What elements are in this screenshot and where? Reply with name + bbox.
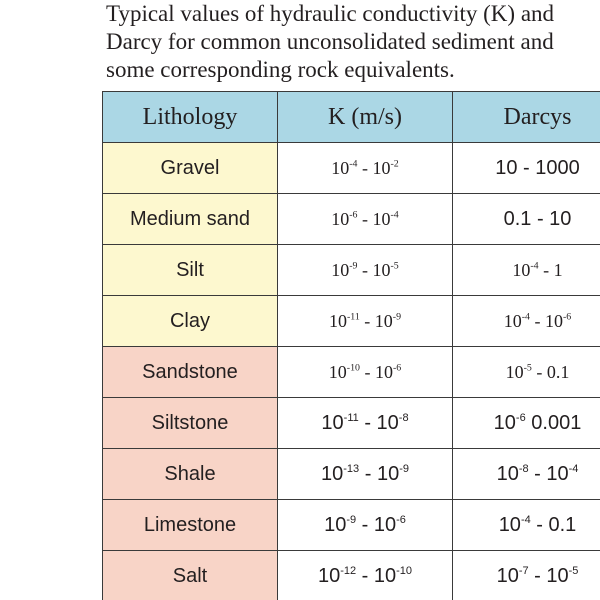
- table-row: [103, 551, 600, 600]
- darcys-cell: $10^{-5} - 0.1$: [453, 347, 600, 398]
- header-darcys: Darcys: [453, 92, 600, 143]
- table-row: [103, 449, 600, 500]
- darcys-cell: $10^{-4} - 0.1$: [453, 500, 600, 551]
- lithology-cell: Clay: [103, 296, 278, 347]
- table-row: [103, 398, 600, 449]
- lithology-cell: Gravel: [103, 143, 278, 194]
- k-cell: $10^{-6} - 10^{-4}$: [278, 194, 453, 245]
- lithology-cell: Silt: [103, 245, 278, 296]
- darcys-cell: $10^{-8} - 10^{-4}$: [453, 449, 600, 500]
- lithology-cell: Shale: [103, 449, 278, 500]
- darcys-cell: $10^{-4} - 10^{-6}$: [453, 296, 600, 347]
- caption-line-3: some corresponding rock equivalents.: [106, 57, 455, 82]
- k-cell: $10^{-10} - 10^{-6}$: [278, 347, 453, 398]
- k-cell: $10^{-12} - 10^{-10}$: [278, 551, 453, 600]
- table-row: [103, 347, 600, 398]
- header-row: [103, 92, 600, 143]
- table-row: [103, 500, 600, 551]
- header-lithology: Lithology: [103, 92, 278, 143]
- table-row: [103, 245, 600, 296]
- k-cell: $10^{-11} - 10^{-9}$: [278, 296, 453, 347]
- k-cell: $10^{-4} - 10^{-2}$: [278, 143, 453, 194]
- k-cell: $10^{-9} - 10^{-5}$: [278, 245, 453, 296]
- lithology-cell: Medium sand: [103, 194, 278, 245]
- caption-line-2: Darcy for common unconsolidated sediment and: [106, 29, 554, 54]
- hydraulic-conductivity-table: [102, 91, 600, 600]
- darcys-cell: $10^{-6}$ 0.001: [453, 398, 600, 449]
- darcys-cell: $10^{-7} - 10^{-5}$: [453, 551, 600, 600]
- lithology-cell: Siltstone: [103, 398, 278, 449]
- lithology-cell: Salt: [103, 551, 278, 600]
- lithology-cell: Limestone: [103, 500, 278, 551]
- k-cell: $10^{-9} - 10^{-6}$: [278, 500, 453, 551]
- header-k: K (m/s): [278, 92, 453, 143]
- darcys-cell: 0.1 - 10: [453, 194, 600, 245]
- table-row: [103, 296, 600, 347]
- darcys-cell: $10^{-4} - 1$: [453, 245, 600, 296]
- table-caption: [106, 0, 600, 84]
- k-cell: $10^{-11} - 10^{-8}$: [278, 398, 453, 449]
- k-cell: $10^{-13} - 10^{-9}$: [278, 449, 453, 500]
- lithology-cell: Sandstone: [103, 347, 278, 398]
- table-row: [103, 194, 600, 245]
- darcys-cell: 10 - 1000: [453, 143, 600, 194]
- caption-line-1: Typical values of hydraulic conductivity (K) and: [106, 1, 555, 26]
- table-row: [103, 143, 600, 194]
